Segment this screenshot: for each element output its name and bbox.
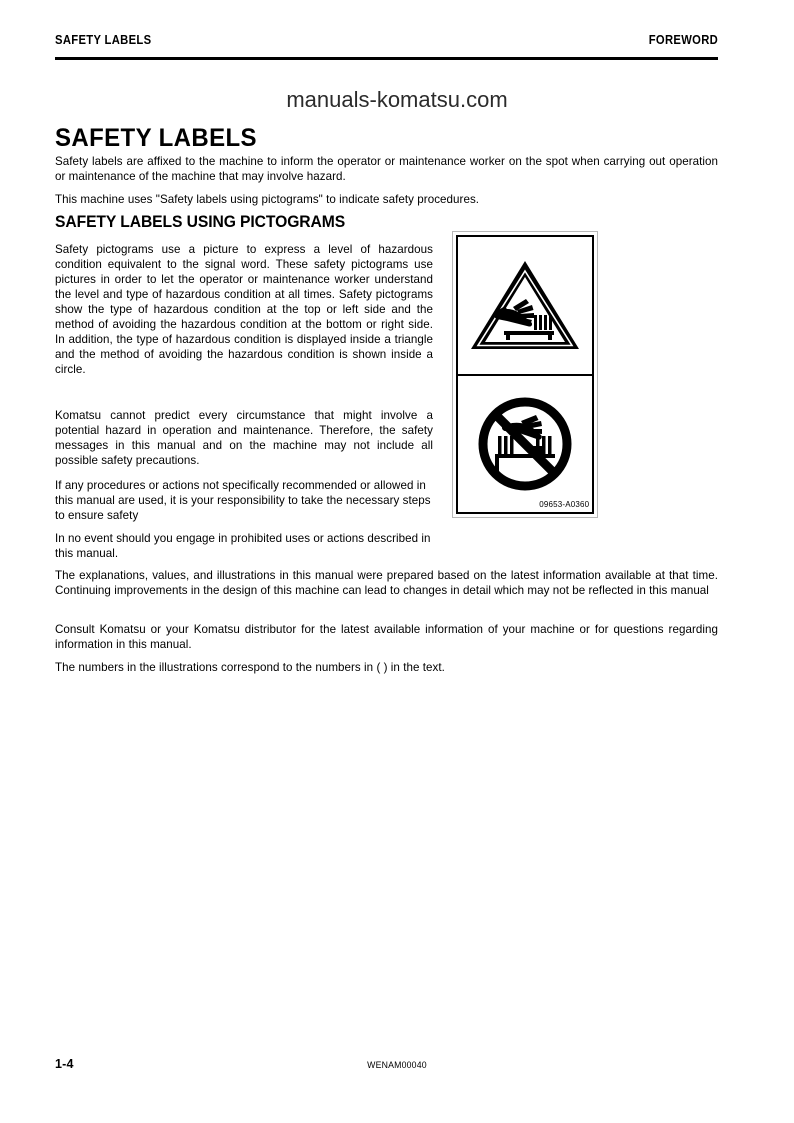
warning-triangle-hand-caught-in-fan-icon bbox=[458, 237, 592, 376]
column-paragraph-2: Komatsu cannot predict every circumstance that might involve a potential hazard in operation and maintenance. Therefore, the safety messages in this manual and on the machine may not include all possible safety precautions. bbox=[55, 408, 433, 467]
watermark-text: manuals-komatsu.com bbox=[286, 87, 508, 112]
column-paragraph-3: If any procedures or actions not specifically recommended or allowed in this manual are used, it is your responsibility to take the necessary steps to ensure safety bbox=[55, 478, 431, 522]
header-chapter-title: FOREWORD bbox=[648, 33, 718, 47]
safety-label-frame bbox=[456, 235, 594, 514]
header-divider-rule bbox=[55, 57, 718, 60]
footer-page-number: 1-4 bbox=[55, 1057, 74, 1071]
body-paragraph-3: The numbers in the illustrations correspond to the numbers in ( ) in the text. bbox=[55, 660, 445, 674]
safety-label-figure bbox=[452, 231, 598, 518]
header-section-title: SAFETY LABELS bbox=[55, 33, 152, 47]
column-paragraph-4: In no event should you engage in prohibited uses or actions described in this manual. bbox=[55, 531, 431, 560]
footer-document-code: WENAM00040 bbox=[367, 1060, 427, 1071]
column-paragraph-1: Safety pictograms use a picture to express a level of hazardous condition equivalent to the signal word. These safety pictograms use pictures in order to let the operator or maintenance worker understand the level and type of hazardous condition at all times. Safety pictograms show the type of hazardous condition at the top or left side and the method of avoiding the hazardous condition at the bottom or right side. In addition, the type of hazardous condition is displayed inside a triangle and the method of avoiding the hazardous condition is shown inside a circle. bbox=[55, 242, 433, 377]
body-paragraph-1: The explanations, values, and illustrations in this manual were prepared based on the latest information available at that time. Continuing improvements in the design of this machine can lead to changes in detail which may not be reflected in this manual bbox=[55, 568, 718, 597]
prohibition-circle-do-not-touch-fan-icon bbox=[458, 376, 592, 513]
intro-paragraph-1: Safety labels are affixed to the machine to inform the operator or maintenance worker on the spot when carrying out operation or maintenance of the machine that may involve hazard. bbox=[55, 154, 718, 183]
body-paragraph-2: Consult Komatsu or your Komatsu distributor for the latest available information of your machine or for questions regarding information in this manual. bbox=[55, 622, 718, 651]
safety-label-part-number: 09653-A0360 bbox=[539, 499, 590, 509]
page-header bbox=[55, 33, 718, 57]
intro-paragraph-2: This machine uses "Safety labels using pictograms" to indicate safety procedures. bbox=[55, 192, 480, 206]
page-title: SAFETY LABELS bbox=[55, 123, 257, 152]
section-subtitle: SAFETY LABELS USING PICTOGRAMS bbox=[55, 212, 346, 231]
